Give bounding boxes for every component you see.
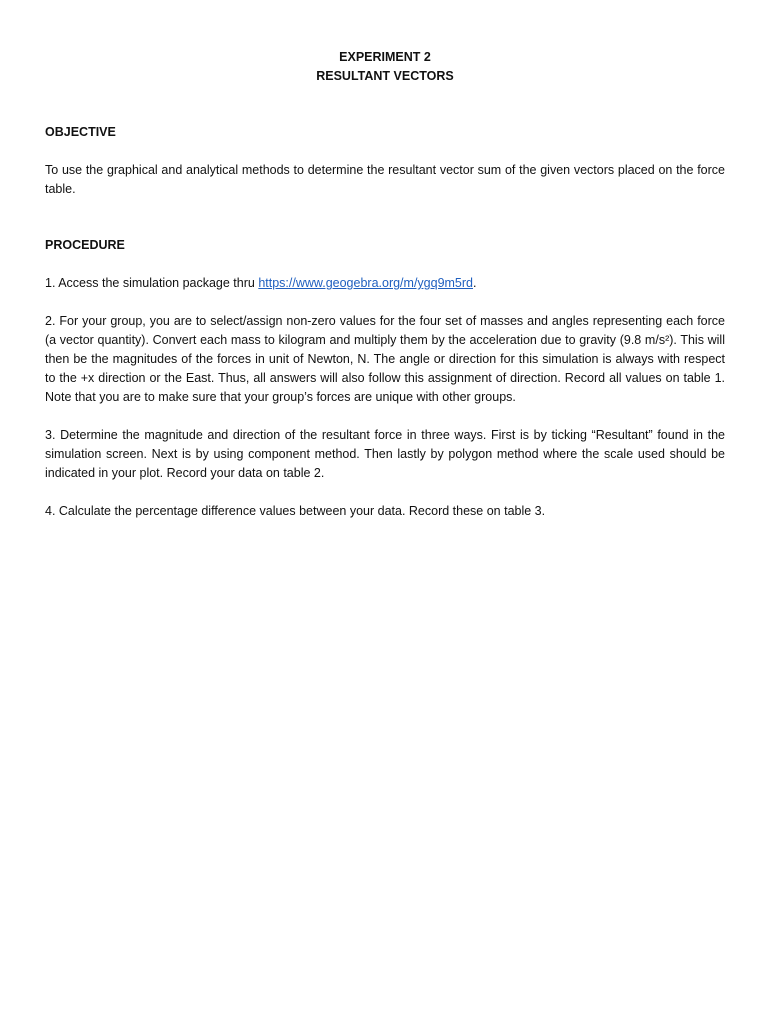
document-title <box>45 48 725 86</box>
objective-heading: OBJECTIVE <box>45 125 116 139</box>
document-page <box>45 48 725 521</box>
step-1-suffix: . <box>473 276 477 290</box>
procedure-step-1 <box>45 274 725 293</box>
simulation-link[interactable]: https://www.geogebra.org/m/ygq9m5rd <box>258 276 474 290</box>
procedure-step-2: 2. For your group, you are to select/assign non-zero values for the four set of masses and angles representing each force (a vector quantity). Convert each mass to kilogram and multiply them by the acceleration due to gravity (9.8 m/s²). This will then be the magnitudes of the forces in unit of Newton, N. The angle or direction for this simulation is always with respect to the +x direction or the East. Thus, all answers will also follow this assignment of direction. Record all values on table 1. Note that you are to make sure that your group’s forces are unique with other groups. <box>45 314 725 404</box>
procedure-heading: PROCEDURE <box>45 238 125 252</box>
step-1-prefix: 1. Access the simulation package thru <box>45 276 259 290</box>
objective-text: To use the graphical and analytical methods to determine the resultant vector sum of the given vectors placed on the force table. <box>45 163 725 196</box>
procedure-step-3: 3. Determine the magnitude and direction of the resultant force in three ways. First is by ticking “Resultant” found in the simulation screen. Next is by using component method. Then lastly by polygon method where the scale used should be indicated in your plot. Record your data on table 2. <box>45 428 725 480</box>
title-line-1: EXPERIMENT 2 <box>339 50 431 64</box>
procedure-step-4: 4. Calculate the percentage difference values between your data. Record these on table 3. <box>45 504 546 518</box>
title-line-2: RESULTANT VECTORS <box>316 69 454 83</box>
